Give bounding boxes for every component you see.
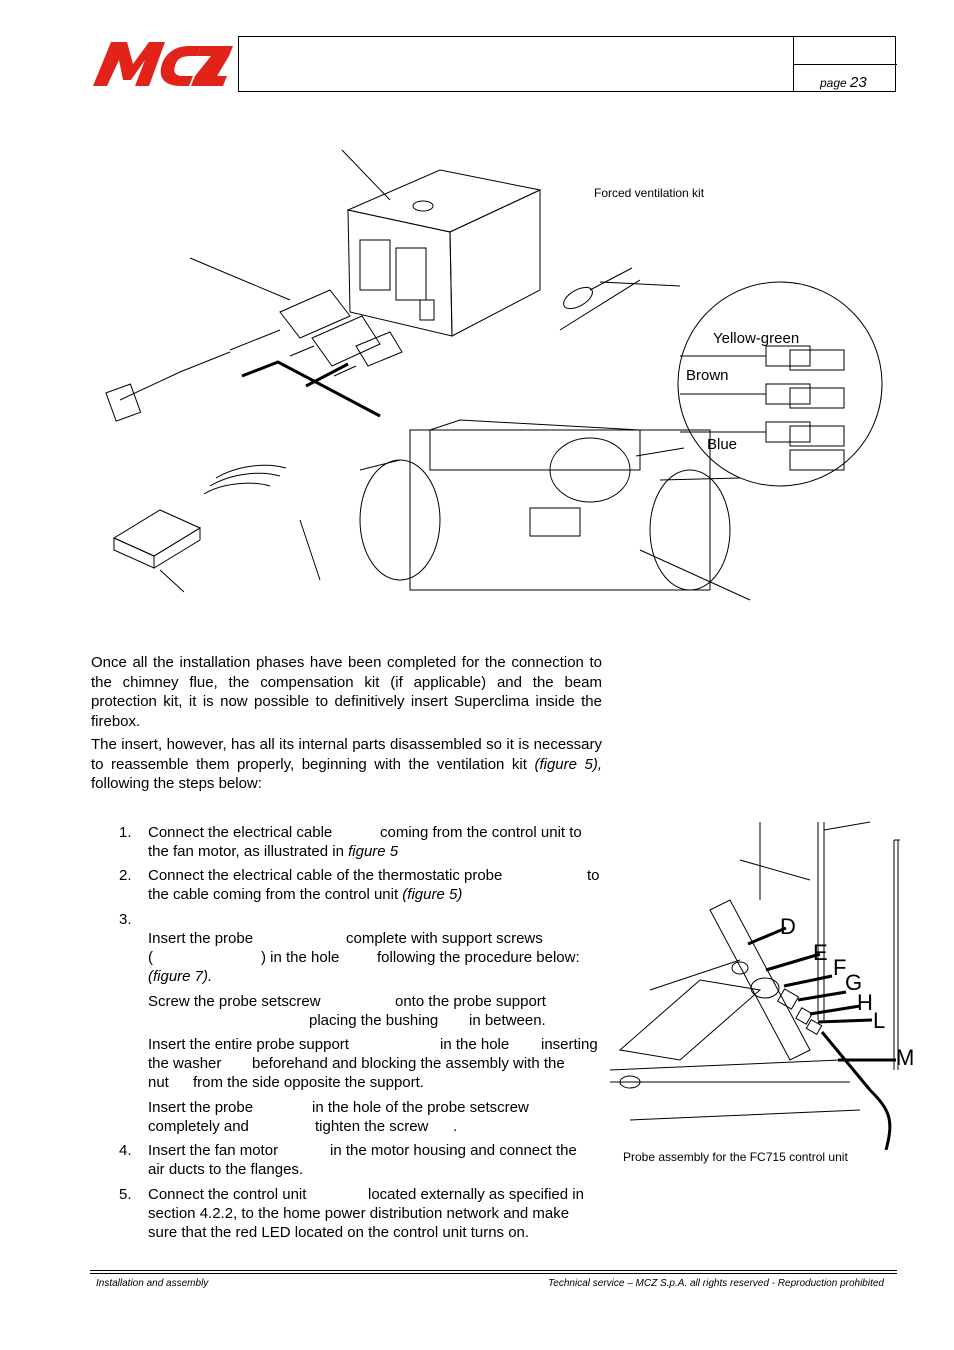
part-label-f: F (833, 955, 847, 980)
step-3-text: in between. (469, 1012, 546, 1029)
step-3-text: placing the bushing (309, 1012, 439, 1029)
step-4-text: in the motor housing and connect the (330, 1142, 577, 1159)
part-label-l: L (873, 1008, 886, 1033)
reassembly-paragraph: The insert, however, has all its internal parts disassembled so it is necessary to reassemble them properly, beginning with the ventilation kit (figure 5), following the steps below: (91, 736, 602, 792)
step-3-text: onto the probe support (395, 993, 546, 1010)
footer-left: Installation and assembly (96, 1278, 209, 1289)
part-label-h: H (857, 990, 873, 1015)
step-2-text: to (587, 867, 600, 884)
step-3-text: Insert the entire probe support (148, 1036, 349, 1053)
header-divider (793, 64, 897, 65)
ventilation-kit-figure (100, 140, 890, 620)
step-3-text: the washer (148, 1055, 222, 1072)
intro-paragraph: Once all the installation phases have been completed for the connection to the chimney flue, the compensation kit (if applicable) and the beam protection kit, it is now possible to definitively insert Superclima inside the firebox. (91, 654, 602, 730)
step-3-text: in the hole (440, 1036, 510, 1053)
step-3-text: . (453, 1118, 458, 1135)
step-5-text: section 4.2.2, to the home power distribution network and make (148, 1205, 570, 1222)
step-number: 5. (119, 1186, 132, 1203)
step-3-text: from the side opposite the support. (193, 1074, 424, 1091)
step-3-text: beforehand and blocking the assembly with the (252, 1055, 565, 1072)
step-number: 2. (119, 867, 132, 884)
step-3-text: in the hole of the probe setscrew (312, 1099, 529, 1116)
step-1-text: the fan motor, as illustrated in figure 5 (148, 843, 399, 860)
step-3-text: Screw the probe setscrew (148, 993, 321, 1010)
step-3-text: tighten the screw (315, 1118, 429, 1135)
footer-right: Technical service – MCZ S.p.A. all rights reserved - Reproduction prohibited (548, 1278, 884, 1289)
part-label-m: M (896, 1045, 915, 1070)
step-3-text: completely and (148, 1118, 249, 1135)
step-3-text: inserting (541, 1036, 598, 1053)
step-number: 4. (119, 1142, 132, 1159)
step-5-text: sure that the red LED located on the control unit turns on. (148, 1224, 530, 1241)
wire-label-blue: Blue (707, 436, 738, 453)
step-2-text: Connect the electrical cable of the thermostatic probe (148, 867, 503, 884)
footer-rule (90, 1273, 897, 1274)
step-4-text: air ducts to the flanges. (148, 1161, 304, 1178)
footer-rule (90, 1270, 897, 1271)
part-label-g: G (845, 970, 863, 995)
step-4-text: Insert the fan motor (148, 1142, 279, 1159)
step-3-text: nut (148, 1074, 169, 1091)
step-3-text: complete with support screws (346, 930, 543, 947)
figure7-caption: Probe assembly for the FC715 control unit (623, 1150, 848, 1164)
step-number: 3. (119, 911, 132, 928)
step-number: 1. (119, 824, 132, 841)
part-label-d: D (780, 914, 796, 939)
step-3-text: following the procedure below: (377, 949, 580, 966)
figure5-caption: Forced ventilation kit (594, 186, 705, 200)
step-3-text: (figure 7). (148, 968, 213, 985)
step-3-text: Insert the probe (148, 1099, 254, 1116)
step-3-text: ) in the hole (261, 949, 340, 966)
mcz-logo (93, 42, 233, 86)
step-3-text: Insert the probe (148, 930, 254, 947)
wire-label-yellow-green: Yellow-green (713, 330, 800, 347)
page-number: page 23 (820, 74, 867, 91)
step-5-text: Connect the control unit (148, 1186, 307, 1203)
step-5-text: located externally as specified in (368, 1186, 584, 1203)
part-label-e: E (813, 940, 828, 965)
step-1-text: coming from the control unit to (380, 824, 582, 841)
step-2-text: the cable coming from the control unit (figure 5) (148, 886, 463, 903)
step-1-text: Connect the electrical cable (148, 824, 333, 841)
step-3-text: ( (148, 949, 153, 966)
wire-label-brown: Brown (686, 367, 729, 384)
